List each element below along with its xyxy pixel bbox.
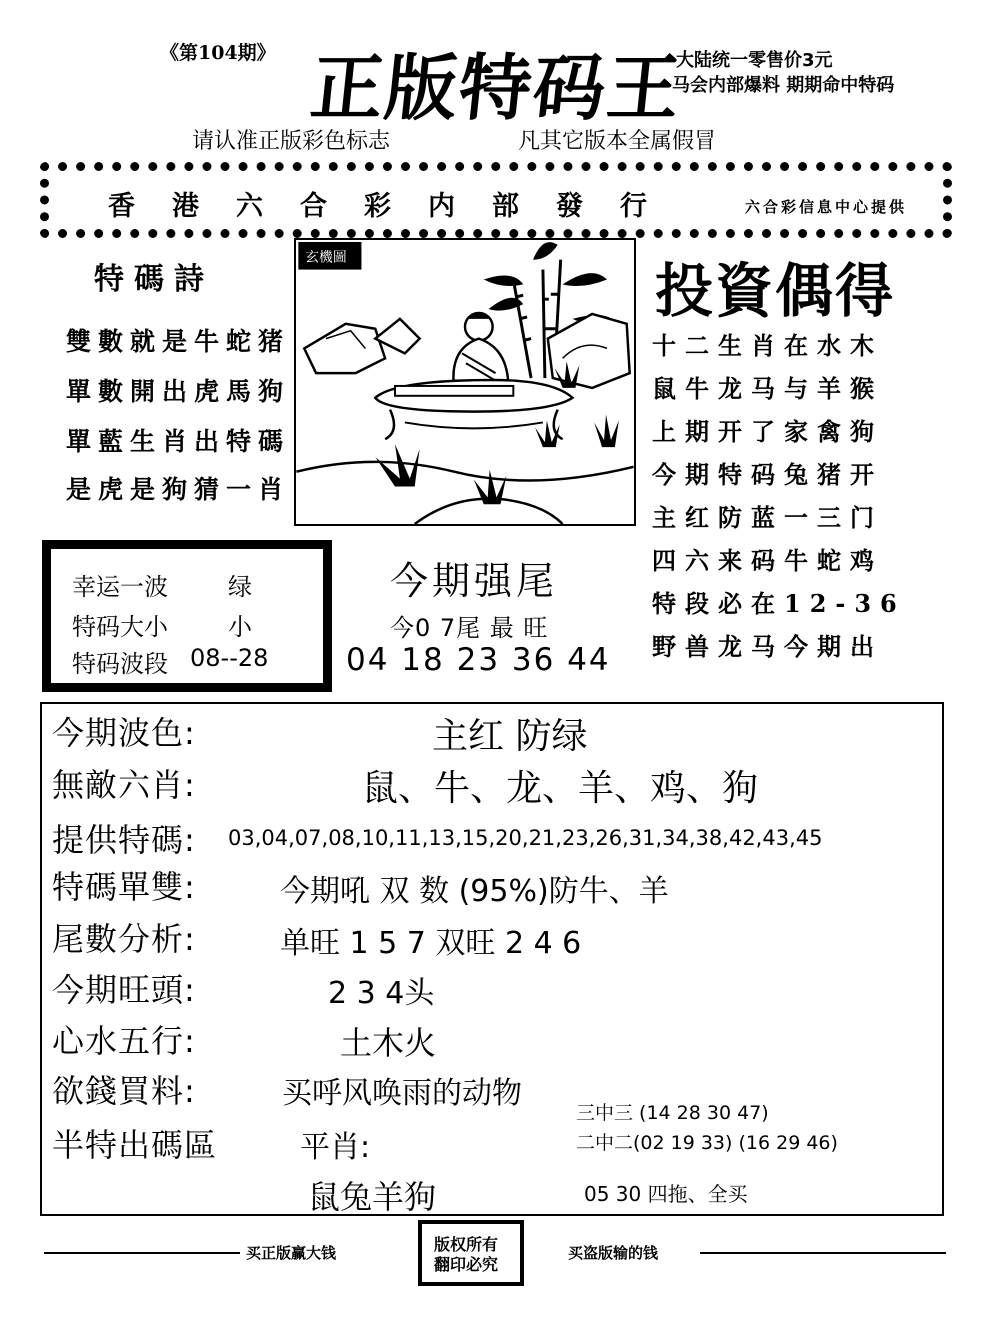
buy-label: 欲錢買料: <box>52 1072 196 1110</box>
invest-title: 投資偶得 <box>655 257 896 325</box>
scholar-guqin-icon <box>294 238 636 526</box>
issue-number: 《第104期》 <box>160 42 276 64</box>
six-zodiac-label: 無敵六肖: <box>52 766 196 804</box>
invest-line: 十二生肖在水木 <box>652 331 883 360</box>
page-title: 正版特码王 <box>306 45 686 130</box>
size-value: 小 <box>228 613 252 641</box>
head-label: 今期旺頭: <box>52 971 196 1009</box>
three-hit: 三中三 (14 28 30 47) <box>576 1102 769 1124</box>
flat-label: 平肖: <box>300 1130 371 1165</box>
banner-credit: 六合彩信息中心提供 <box>745 198 908 216</box>
copyright-line-1: 版权所有 <box>434 1235 499 1254</box>
invest-line: 今期特码兔猪开 <box>652 460 883 489</box>
elements-value: 土木火 <box>340 1024 437 1062</box>
special-code-label: 提供特碼: <box>52 821 196 859</box>
footer-rule-right <box>700 1252 946 1254</box>
invest-line: 主红防蓝一三门 <box>652 503 883 532</box>
header-slogan: 马会内部爆料 期期命中特码 <box>672 75 895 96</box>
lucky-wave-label: 幸运一波 <box>72 573 168 601</box>
odd-even-label: 特碼單雙: <box>52 868 196 906</box>
poem-title: 特碼詩 <box>94 262 214 297</box>
tail-numbers: 04 18 23 36 44 <box>346 642 611 678</box>
size-label: 特码大小 <box>72 613 168 641</box>
notice-fake: 凡其它版本全属假冒 <box>518 129 717 154</box>
drag-value: 05 30 四拖、全买 <box>584 1182 748 1206</box>
band-label: 特码波段 <box>72 650 168 678</box>
poem-line: 單數開出虎馬狗 <box>66 377 291 406</box>
invest-line: 鼠牛龙马与羊猴 <box>652 374 883 403</box>
special-code-value: 03,04,07,08,10,11,13,15,20,21,23,26,31,34,38,42,43,45 <box>228 826 823 850</box>
notice-genuine: 请认准正版彩色标志 <box>192 129 391 154</box>
poem-line: 單藍生肖出特碼 <box>66 427 291 456</box>
invest-line: 上期开了家禽狗 <box>652 417 883 446</box>
tail-subtitle: 今0 7尾 最 旺 <box>390 614 549 642</box>
odd-even-value: 今期吼 双 数 (95%)防牛、羊 <box>280 874 669 909</box>
invest-line: 四六来码牛蛇鸡 <box>652 546 883 575</box>
footer-left: 买正版赢大钱 <box>246 1244 337 1262</box>
wave-label: 今期波色: <box>52 714 196 752</box>
footer-rule-left <box>44 1252 240 1254</box>
poem-line: 雙數就是牛蛇猪 <box>66 327 291 356</box>
flat-value: 鼠兔羊狗 <box>308 1178 437 1216</box>
elements-label: 心水五行: <box>52 1022 196 1060</box>
banner-text: 香港六合彩内部發行 <box>108 191 684 222</box>
picture-stamp: 玄機圖 <box>305 249 347 266</box>
copyright-line-2: 翻印必究 <box>434 1255 499 1274</box>
lucky-wave-value: 绿 <box>228 573 252 601</box>
tail-title: 今期强尾 <box>390 559 559 603</box>
invest-line: 特段必在12-36 <box>652 589 906 618</box>
two-hit: 二中二(02 19 33) (16 29 46) <box>576 1132 838 1154</box>
retail-price: 大陆统一零售价3元 <box>676 50 833 71</box>
tail-analysis-label: 尾數分析: <box>52 920 196 958</box>
six-zodiac-value: 鼠、牛、龙、羊、鸡、狗 <box>362 768 759 809</box>
tail-analysis-value: 单旺 1 5 7 双旺 2 4 6 <box>280 926 582 961</box>
invest-line: 野兽龙马今期出 <box>652 632 883 661</box>
footer-right: 买盗版输的钱 <box>568 1244 659 1262</box>
band-value: 08--28 <box>190 644 269 672</box>
head-value: 2 3 4头 <box>328 976 435 1011</box>
poem-line: 是虎是狗猜一肖 <box>66 475 291 504</box>
zone-label: 半特出碼區 <box>52 1126 218 1164</box>
buy-value: 买呼风唤雨的动物 <box>282 1076 522 1111</box>
wave-value: 主红 防绿 <box>432 716 588 757</box>
